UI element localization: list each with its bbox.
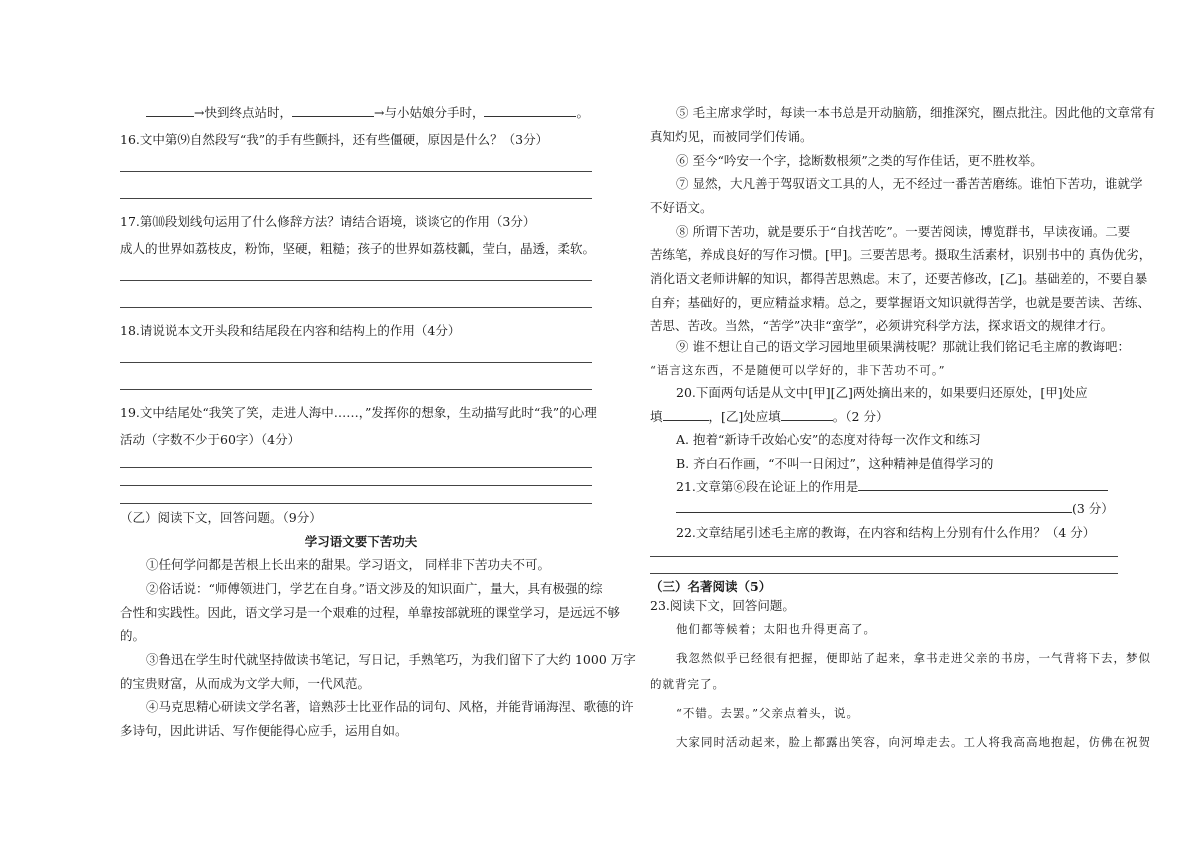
- answer-line[interactable]: [120, 280, 592, 281]
- question-19-line1: 19.文中结尾处“我笑了笑，走进人海中……，”发挥你的想象，生动描写此时“我”的心理: [120, 405, 597, 420]
- question-16: 16.文中第⑼自然段写“我”的手有些颤抖，还有些僵硬，原因是什么？（3分）: [120, 132, 549, 147]
- question-21-score: (3 分）: [1072, 501, 1114, 516]
- blank-yi[interactable]: [781, 408, 833, 421]
- fill-arrow-1: →快到终点站时，: [194, 105, 292, 120]
- fill-arrow-2: →与小姑娘分手时，: [373, 105, 485, 120]
- answer-line[interactable]: [120, 171, 592, 172]
- paragraph-2-line2: 合性和实践性。因此，语文学习是一个艰难的过程，单靠按部就班的课堂学习，是远远不够: [120, 605, 621, 620]
- paragraph-6: ⑥ 至今“吟安一个字，捻断数根须”之类的写作佳话，更不胜枚举。: [676, 153, 1043, 168]
- question-22: 22.文章结尾引述毛主席的教诲，在内容和结构上分别有什么作用？（4 分）: [676, 525, 1096, 540]
- paragraph-3-line1: ③鲁迅在学生时代就坚持做读书笔记，写日记，手熟笔巧，为我们留下了大约 1000 万字: [146, 652, 636, 667]
- excerpt-line3: 的就背完了。: [650, 677, 725, 691]
- question-20-option-b: B. 齐白石作画，“不叫一日闲过”，这种精神是值得学习的: [676, 456, 994, 471]
- paragraph-4-line1: ④马克思精心研读文学名著，谙熟莎士比亚作品的词句、风格，并能背诵海涅、歌德的许: [146, 699, 634, 714]
- blank-answer-3[interactable]: [484, 104, 576, 117]
- excerpt-line5: 大家同时活动起来，脸上都露出笑容，向河埠走去。工人将我高高地抱起，仿佛在祝贺: [676, 735, 1151, 749]
- answer-line[interactable]: [120, 307, 592, 308]
- answer-line[interactable]: [120, 389, 592, 390]
- question-23: 23.阅读下文，回答问题。: [650, 598, 795, 613]
- paragraph-9-line1: ⑨ 谁不想让自己的语文学习园地里硕果满枝呢？那就让我们铭记毛主席的教诲吧：: [676, 339, 1130, 354]
- fill-end: 。: [576, 105, 589, 120]
- excerpt-line1: 他们都等候着；太阳也升得更高了。: [676, 622, 876, 636]
- question-21-text: 21.文章第⑥段在论证上的作用是: [676, 479, 859, 494]
- excerpt-line4: “不错。去罢。”父亲点着头，说。: [676, 706, 860, 720]
- q20-fill-label-c: 。（2 分）: [832, 409, 889, 424]
- q20-fill-label-a: 填: [650, 409, 663, 424]
- paragraph-9-line2: “语言这东西，不是随便可以学好的，非下苦功不可。”: [650, 363, 946, 377]
- paragraph-2-line3: 的。: [120, 628, 146, 643]
- fill-line-row: [146, 104, 589, 122]
- question-21-line2: [676, 500, 1114, 518]
- q20-fill-label-b: ，[乙]处应填: [708, 409, 781, 424]
- answer-line[interactable]: [120, 198, 592, 199]
- paragraph-1: ①任何学问都是苦根上长出来的甜果。学习语文， 同样非下苦功夫不可。: [146, 557, 550, 572]
- paragraph-7-line2: 不好语文。: [650, 200, 713, 215]
- paragraph-8-line4: 自弃；基础好的，更应精益求精。总之，要掌握语文知识就得苦学，也就是要苦读、苦练、: [650, 295, 1151, 310]
- paragraph-3-line2: 的宝贵财富，从而成为文学大师，一代风范。: [120, 676, 371, 691]
- paragraph-5-line1: ⑤ 毛主席求学时，每读一本书总是开动脑筋，细推深究，圈点批注。因此他的文章常有: [676, 105, 1155, 120]
- paragraph-8-line2: 苦练笔，养成良好的写作习惯。[甲]。三要苦思考。摄取生活素材，识别书中的 真伪优劣，: [650, 247, 1152, 262]
- blank-answer-2[interactable]: [292, 104, 374, 117]
- answer-line[interactable]: [120, 467, 592, 468]
- blank-jia[interactable]: [663, 408, 709, 421]
- paragraph-4-line2: 多诗句，因此讲话、写作便能得心应手，运用自如。: [120, 723, 408, 738]
- question-17-quote: 成人的世界如荔枝皮，粉饰，坚硬，粗糙；孩子的世界如荔枝瓤，莹白，晶透，柔软。: [120, 241, 596, 256]
- blank-answer-1[interactable]: [146, 104, 194, 117]
- answer-line[interactable]: [120, 362, 592, 363]
- question-21: [650, 478, 1108, 496]
- answer-line[interactable]: [650, 556, 1118, 557]
- answer-line[interactable]: [120, 485, 592, 486]
- question-20-line2: [650, 408, 888, 426]
- paragraph-7-line1: ⑦ 显然，大凡善于驾驭语文工具的人，无不经过一番苦苦磨练。谁怕下苦功，谁就学: [676, 176, 1143, 191]
- section-b-heading: （乙）阅读下文，回答问题。（9分）: [120, 510, 322, 525]
- paragraph-8-line5: 苦思、苦改。当然，“苦学”决非“蛮学”，必须讲究科学方法，探求语文的规律才行。: [650, 318, 1114, 333]
- excerpt-line2: 我忽然似乎已经很有把握，便即站了起来，拿书走进父亲的书房，一气背将下去，梦似: [676, 651, 1151, 665]
- question-20-line1: 20.下面两句话是从文中[甲][乙]两处摘出来的，如果要归还原处，[甲]处应: [676, 385, 1088, 400]
- blank-q21[interactable]: [858, 478, 1108, 491]
- answer-line[interactable]: [120, 503, 592, 504]
- article-title: 学习语文要下苦功夫: [304, 534, 418, 549]
- section-c-heading: （三）名著阅读（5）: [650, 579, 772, 594]
- question-18: 18.请说说本文开头段和结尾段在内容和结构上的作用（4分）: [120, 323, 461, 338]
- paragraph-8-line1: ⑧ 所谓下苦功，就是要乐于“自找苦吃”。一要苦阅读，博览群书，早读夜诵。二要: [676, 224, 1131, 239]
- question-19-line2: 活动（字数不少于60字）（4分）: [120, 432, 301, 447]
- paragraph-5-line2: 真知灼见，而被同学们传诵。: [650, 129, 813, 144]
- paragraph-8-line3: 消化语文老师讲解的知识，都得苦思熟虑。末了，还要苦修改，[乙]。基础差的，不要自暴: [650, 271, 1148, 286]
- blank-q21-2[interactable]: [676, 500, 1072, 513]
- answer-line[interactable]: [650, 573, 1118, 574]
- question-20-option-a: A. 抱着“新诗千改始心安”的态度对待每一次作文和练习: [676, 432, 981, 447]
- paragraph-2-line1: ②俗话说：“师傅领进门，学艺在自身。”语文涉及的知识面广，量大，具有极强的综: [146, 581, 603, 596]
- question-17: 17.第⑽段划线句运用了什么修辞方法？请结合语境，谈谈它的作用（3分）: [120, 214, 536, 229]
